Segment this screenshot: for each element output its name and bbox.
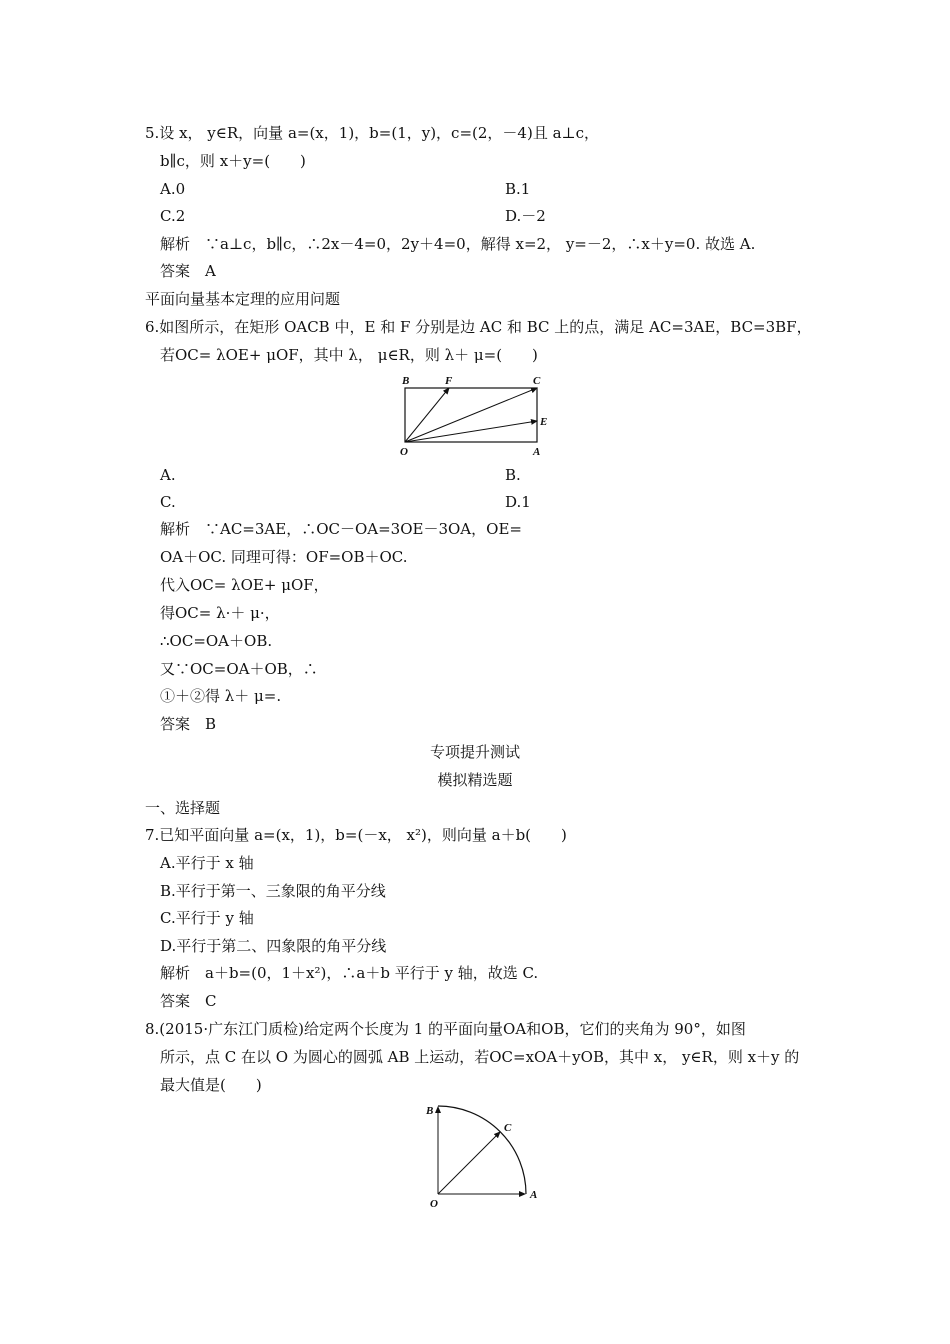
label-c: C xyxy=(504,1122,512,1134)
q7-option: A.平行于 x 轴 xyxy=(160,854,254,872)
vector-oe xyxy=(405,421,537,442)
q7-option: C.平行于 y 轴 xyxy=(160,909,254,927)
label-o: O xyxy=(400,446,408,458)
q5-answer: 答案 A xyxy=(160,262,216,280)
q6-analysis-line: ∴OC=OA＋OB. xyxy=(160,632,273,650)
test-title: 专项提升测试 xyxy=(429,743,520,761)
q6-stem-line2: 若OC= λOE+ μOF，其中 λ， μ∈R，则 λ＋ μ=( ) xyxy=(160,346,538,364)
q5-option-b: B.1 xyxy=(505,180,531,198)
q6-answer: 答案 B xyxy=(160,715,217,733)
q6-analysis-line: ①＋②得 λ＋ μ=. xyxy=(160,687,282,705)
label-b: B xyxy=(426,1105,434,1117)
q6-analysis-line: OA＋OC. 同理可得：OF=OB＋OC. xyxy=(160,548,408,566)
q8-arc-figure xyxy=(422,1098,552,1213)
q7-option: B.平行于第一、三象限的角平分线 xyxy=(160,882,386,900)
vector-of xyxy=(405,388,449,442)
q6-rectangle-figure xyxy=(395,370,555,460)
part-heading: 一、选择题 xyxy=(145,799,221,817)
q7-option: D.平行于第二、四象限的角平分线 xyxy=(160,937,387,955)
q8-stem-line1: 8.(2015·广东江门质检)给定两个长度为 1 的平面向量OA和OB，它们的夹角为 90°，如图 xyxy=(145,1020,746,1038)
q5-stem-line2: b∥c，则 x＋y=( ) xyxy=(160,152,306,170)
label-c: C xyxy=(533,375,541,387)
q8-stem-line3: 最大值是( ) xyxy=(160,1076,262,1094)
q8-stem-line2: 所示，点 C 在以 O 为圆心的圆弧 AB 上运动，若OC=xOA＋yOB，其中 x， y∈R，则 x＋y 的 xyxy=(160,1048,800,1066)
label-e: E xyxy=(540,416,548,428)
q5-stem-line1: 5.设 x， y∈R，向量 a=(x，1)，b=(1，y)，c=(2，－4)且 a⊥c， xyxy=(145,124,600,142)
q5-option-c: C.2 xyxy=(160,207,186,225)
q6-option-d: D.1 xyxy=(505,493,531,511)
label-o: O xyxy=(430,1198,438,1210)
q6-analysis-line: 代入OC= λOE+ μOF， xyxy=(160,576,329,594)
q6-option-c: C. xyxy=(160,493,176,511)
q6-option-a: A. xyxy=(160,466,176,484)
q7-answer: 答案 C xyxy=(160,992,217,1010)
label-a: A xyxy=(533,446,541,458)
test-subtitle: 模拟精选题 xyxy=(437,771,513,789)
label-b: B xyxy=(402,375,410,387)
q6-analysis-line: 解析 ∵AC=3AE，∴OC－OA=3OE－3OA，OE= xyxy=(160,520,522,538)
q5-analysis: 解析 ∵a⊥c，b∥c，∴2x－4=0，2y＋4=0，解得 x=2， y=－2，∴x＋y=0. 故选 A. xyxy=(160,235,756,253)
q6-option-b: B. xyxy=(505,466,521,484)
q6-analysis-line: 得OC= λ·＋ μ·， xyxy=(160,604,280,622)
vector-oc xyxy=(405,388,537,442)
q5-option-d: D.－2 xyxy=(505,207,546,225)
section-heading: 平面向量基本定理的应用问题 xyxy=(145,290,341,308)
q6-analysis-line: 又∵OC=OA＋OB，∴ xyxy=(160,660,318,678)
q7-analysis: 解析 a＋b=(0，1＋x²)，∴a＋b 平行于 y 轴，故选 C. xyxy=(160,964,539,982)
q6-stem-line1: 6.如图所示，在矩形 OACB 中，E 和 F 分别是边 AC 和 BC 上的点，满足 AC=3AE，BC=3BF， xyxy=(145,318,812,336)
label-a: A xyxy=(530,1189,538,1201)
q7-stem: 7.已知平面向量 a=(x，1)，b=(－x， x²)，则向量 a＋b( ) xyxy=(145,826,567,844)
vector-oc xyxy=(438,1132,500,1194)
label-f: F xyxy=(445,375,453,387)
q5-option-a: A.0 xyxy=(160,180,186,198)
